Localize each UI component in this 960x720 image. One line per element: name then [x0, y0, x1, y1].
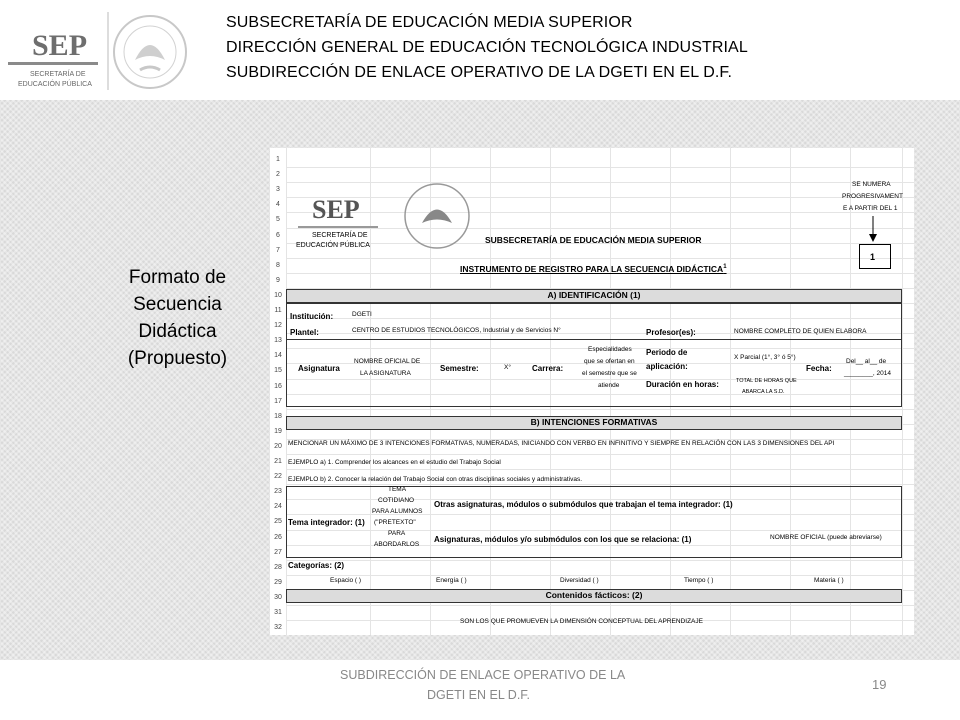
duracion-label: Duración en horas:: [646, 380, 719, 389]
sheet-sep-logo: [292, 178, 492, 268]
row-header: 13: [274, 337, 282, 345]
tema-value-6: ABORDARLOS: [374, 541, 420, 548]
row-header: 20: [274, 442, 282, 450]
tema-value-1: TEMA: [388, 486, 407, 493]
cat-energia: Energía ( ): [436, 577, 467, 584]
categorias-label: Categorías: (2): [288, 561, 345, 570]
slide-header: [0, 0, 960, 100]
page-number: 19: [872, 677, 887, 692]
row-header: 19: [274, 427, 282, 435]
row-header: 25: [274, 518, 282, 526]
tema-value-3: PARA ALUMNOS: [372, 508, 423, 515]
svg-text:SEP: SEP: [32, 29, 88, 62]
asignatura-value-1: NOMBRE OFICIAL DE: [354, 358, 421, 365]
row-header: 5: [276, 216, 280, 224]
header-line-2: DIRECCIÓN GENERAL DE EDUCACIÓN TECNOLÓGICA INDUSTRIAL: [226, 39, 748, 56]
row-header: 9: [276, 276, 280, 284]
caption-line-1: Formato de: [128, 267, 227, 288]
row-header: 32: [274, 624, 282, 632]
sheet-title-1: SUBSECRETARÍA DE EDUCACIÓN MEDIA SUPERIOR: [485, 235, 702, 245]
fecha-label: Fecha:: [806, 364, 832, 373]
cat-materia: Materia ( ): [814, 577, 844, 584]
grid-row-line: [286, 560, 914, 561]
carrera-label: Carrera:: [532, 364, 564, 373]
row-header: 18: [274, 412, 282, 420]
svg-text:EDUCACIÓN PÚBLICA: EDUCACIÓN PÚBLICA: [18, 81, 92, 88]
arrow-down-icon: [868, 216, 878, 244]
tema-value-5: PARA: [388, 530, 406, 537]
cat-tiempo: Tiempo ( ): [684, 577, 714, 584]
row-header: 15: [274, 367, 282, 375]
numbering-note-3: E A PARTIR DEL 1: [843, 205, 898, 212]
section-a-header: A) IDENTIFICACIÓN (1): [286, 289, 902, 303]
header-line-3: SUBDIRECCIÓN DE ENLACE OPERATIVO DE LA DGETI EN EL D.F.: [226, 64, 733, 81]
carrera-note-3: el semestre que se: [582, 370, 637, 377]
institucion-label: Institución:: [290, 312, 334, 321]
contenidos-header: Contenidos fácticos: (2): [286, 589, 902, 603]
row-header: 14: [274, 352, 282, 360]
section-b-header: B) INTENCIONES FORMATIVAS: [286, 416, 902, 430]
relaciona-value: NOMBRE OFICIAL (puede abreviarse): [770, 534, 882, 541]
asignatura-label: Asignatura: [298, 364, 340, 373]
row-header: 1: [276, 156, 280, 163]
duracion-value-1: TOTAL DE HORAS QUE: [736, 378, 797, 384]
sheet-title-2: INSTRUMENTO DE REGISTRO PARA LA SECUENCIA DIDÁCTICA$^1$: [460, 263, 727, 274]
row-header: 27: [274, 548, 282, 556]
tema-value-4: ("PRETEXTO": [374, 519, 416, 526]
grid-row-line: [286, 167, 914, 168]
row-header: 2: [276, 171, 280, 179]
row-header: 7: [276, 246, 280, 254]
header-line-1: SUBSECRETARÍA DE EDUCACIÓN MEDIA SUPERIOR: [226, 14, 633, 31]
grid-row-line: [286, 469, 914, 470]
footer-line-2: DGETI EN EL D.F.: [427, 688, 531, 702]
duracion-value-2: ABARCA LA S.D.: [742, 389, 785, 395]
grid-column-line: [902, 148, 903, 635]
row-header: 12: [274, 322, 282, 330]
intenciones-example-a: EJEMPLO a) 1. Comprender los alcances en el estudio del Trabajo Social: [288, 459, 501, 466]
row-header: 30: [274, 593, 282, 601]
row-header: 28: [274, 563, 282, 571]
row-header: 24: [274, 503, 282, 511]
relaciona-label: Asignaturas, módulos y/o submódulos con los que se relaciona: (1): [434, 535, 692, 544]
row-header: 17: [274, 397, 282, 405]
spreadsheet-image: [270, 148, 914, 635]
row-header: 21: [274, 458, 282, 465]
plantel-label: Plantel:: [290, 328, 319, 337]
row-header: 26: [274, 533, 282, 541]
row-header: 23: [274, 488, 282, 496]
svg-text:SEP: SEP: [312, 195, 360, 224]
caption-line-4: (Propuesto): [127, 348, 228, 369]
row-header: 29: [274, 578, 282, 586]
row-header: 3: [276, 186, 280, 194]
carrera-note-1: Especialidades: [588, 346, 632, 353]
tema-label: Tema integrador: (1): [288, 518, 365, 527]
periodo-label-1: Periodo de: [646, 348, 688, 357]
grid-row-line: [286, 454, 914, 455]
semestre-value: X°: [504, 364, 511, 371]
row-header: 6: [276, 231, 280, 239]
sheet-logo-sub1: SECRETARÍA DE: [312, 232, 368, 239]
semestre-label: Semestre:: [440, 364, 479, 373]
numbering-note-2: PROGRESIVAMENT: [842, 193, 903, 200]
footer-line-1: SUBDIRECCIÓN DE ENLACE OPERATIVO DE LA: [340, 668, 626, 682]
cat-diversidad: Diversidad ( ): [560, 577, 599, 584]
periodo-label-2: aplicación:: [646, 362, 688, 371]
periodo-value: X Parcial (1°, 3° ó 5°): [734, 354, 796, 361]
carrera-note-4: atiende: [598, 382, 620, 389]
sequence-number-box: 1: [859, 244, 891, 269]
intenciones-example-b: EJEMPLO b) 2. Conocer la relación del Trabajo Social con otras disciplinas sociales y administrativas.: [288, 476, 583, 483]
intenciones-instruction: MENCIONAR UN MÁXIMO DE 3 INTENCIONES FORMATIVAS, NUMERADAS, INICIANDO CON VERBO EN INFINITIVO Y SIEMPRE EN RELACIÓN CON LAS 3 DIMENSIONES DEL API: [288, 440, 835, 447]
row-header: 31: [274, 609, 282, 616]
grid-row-line: [286, 409, 914, 410]
fecha-value-2: ________, 2014: [844, 370, 891, 377]
row-header: 10: [274, 291, 282, 299]
cat-espacio: Espacio ( ): [330, 577, 362, 584]
row-header: 16: [274, 382, 282, 390]
caption-line-3: Didáctica: [138, 321, 217, 342]
plantel-value: CENTRO DE ESTUDIOS TECNOLÓGICOS, Industrial y de Servicios N°: [352, 327, 561, 334]
numbering-note-1: SE NUMERA: [852, 181, 891, 188]
carrera-note-2: que se ofertan en: [584, 358, 635, 365]
svg-text:SECRETARÍA DE: SECRETARÍA DE: [30, 71, 86, 78]
profesor-value: NOMBRE COMPLETO DE QUIEN ELABORA: [734, 328, 867, 335]
contenidos-note: SON LOS QUE PROMUEVEN LA DIMENSIÓN CONCEPTUAL DEL APRENDIZAJE: [460, 618, 703, 625]
row-header: 11: [274, 307, 282, 314]
sheet-logo-sub2: EDUCACIÓN PÚBLICA: [296, 242, 370, 249]
otras-asignaturas-label: Otras asignaturas, módulos o submódulos que trabajan el tema integrador: (1): [434, 500, 733, 509]
profesor-label: Profesor(es):: [646, 328, 696, 337]
asignatura-value-2: LA ASIGNATURA: [360, 370, 411, 377]
row-header: 22: [274, 473, 282, 481]
institucion-value: DGETI: [352, 311, 372, 318]
tema-value-2: COTIDIANO: [378, 497, 415, 504]
grid-row-line: [286, 605, 914, 606]
sep-logo: [0, 0, 200, 100]
caption-line-2: Secuencia: [133, 294, 222, 315]
grid-row-line: [286, 575, 914, 576]
row-header: 8: [276, 261, 280, 269]
row-header: 4: [276, 201, 280, 209]
fecha-value-1: Del__ al__ de: [846, 358, 887, 365]
